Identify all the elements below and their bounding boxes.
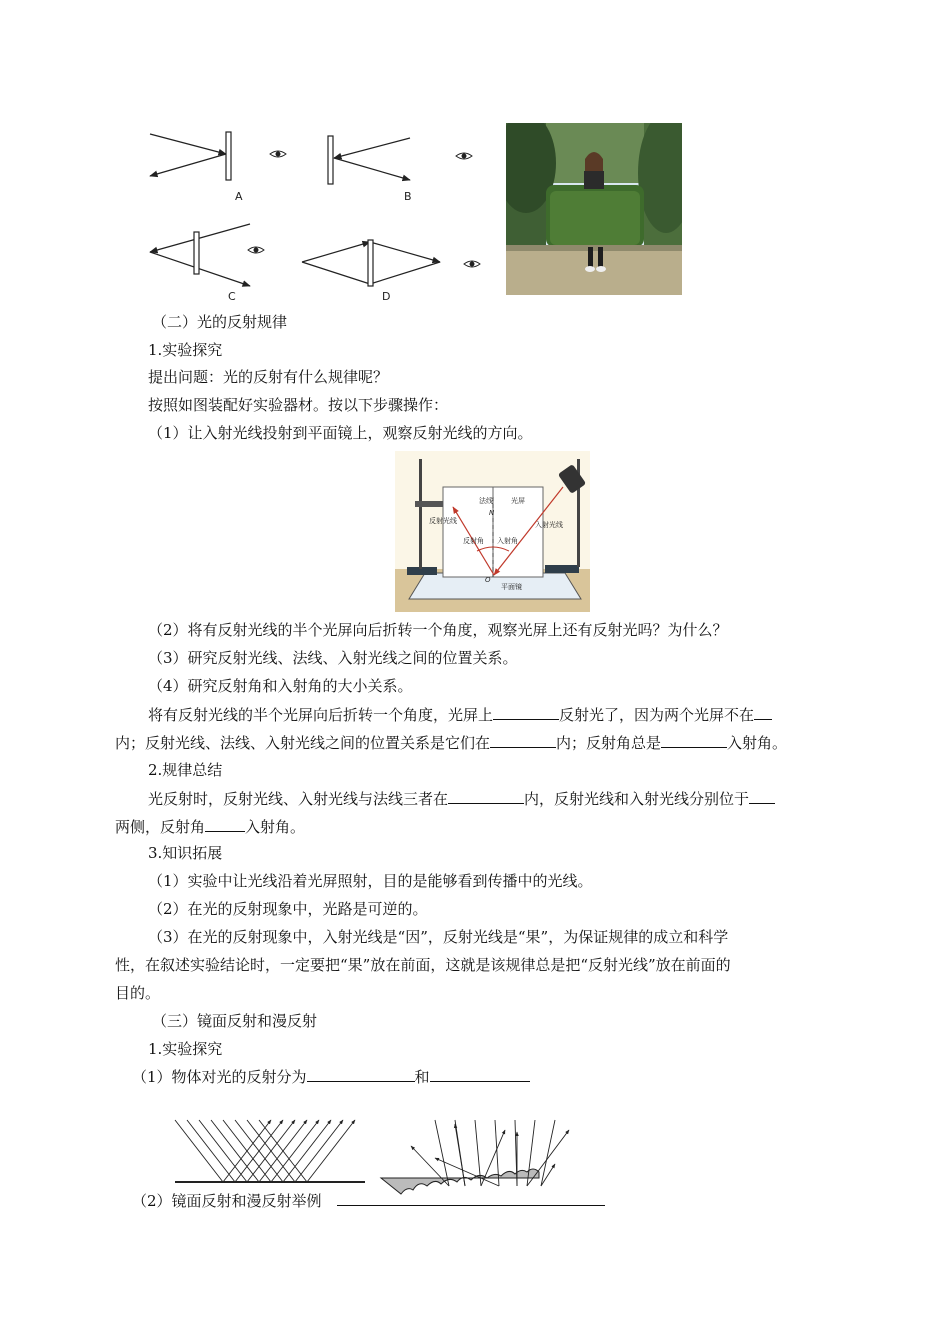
eye-icon <box>464 261 480 267</box>
section3-heading: （三）镜面反射和漫反射 <box>152 1012 318 1030</box>
diffuse-reflection <box>381 1120 569 1194</box>
section3-sub1: 1.实验探究 <box>148 1040 223 1058</box>
blank-field[interactable] <box>493 704 559 720</box>
section2-step2: （2）将有反射光线的半个光屏向后折转一个角度，观察光屏上还有反射光吗？为什么？ <box>148 621 728 639</box>
diagram-d <box>302 240 480 303</box>
section2-step3: （3）研究反射光线、法线、入射光线之间的位置关系。 <box>148 649 518 667</box>
section2-ext2: （2）在光的反射现象中，光路是可逆的。 <box>148 900 428 918</box>
mirror-ray-diagrams <box>140 120 500 310</box>
blank-field[interactable] <box>749 788 775 804</box>
label-mirror: 平面镜 <box>501 583 522 591</box>
diagram-c <box>150 224 264 303</box>
label-d: D <box>382 290 391 303</box>
label-incident-angle: 入射角 <box>497 537 518 545</box>
eye-icon <box>270 151 286 157</box>
law-line2: 两侧，反射角 入射角。 <box>115 818 306 836</box>
law-line1: 光反射时，反射光线、入射光线与法线三者在 内，反射光线和入射光线分别位于 <box>148 788 775 809</box>
eye-icon <box>456 153 472 159</box>
blank-field[interactable] <box>661 732 727 748</box>
section3-q1: （1）物体对光的反射分为 和 <box>132 1066 530 1087</box>
section2-ext3-line3: 目的。 <box>115 984 161 1002</box>
fill-in-paragraph-line1: 将有反射光线的半个光屏向后折转一个角度，光屏上 反射光了，因为两个光屏不在 <box>148 704 772 725</box>
blank-field[interactable] <box>448 788 524 804</box>
section2-ext1: （1）实验中让光线沿着光屏照射，目的是能够看到传播中的光线。 <box>148 872 593 890</box>
blank-field[interactable] <box>337 1190 605 1206</box>
blank-field[interactable] <box>307 1066 415 1082</box>
label-c: C <box>228 290 236 303</box>
specular-diffuse-diagrams <box>165 1110 585 1200</box>
section2-instruction: 按照如图装配好实验器材。按以下步骤操作： <box>148 396 449 414</box>
hedge-photo <box>506 123 682 295</box>
label-reflect-angle: 反射角 <box>463 537 484 545</box>
section2-question: 提出问题：光的反射有什么规律呢？ <box>148 368 389 386</box>
label-origin: O <box>485 576 491 584</box>
blank-field[interactable] <box>490 732 556 748</box>
fill-in-paragraph-line2: 内；反射光线、法线、入射光线之间的位置关系是它们在 内；反射角总是 入射角。 <box>115 734 788 752</box>
label-screen: 光屏 <box>511 497 525 505</box>
label-normal: 法线 <box>479 497 493 505</box>
section2-step1: （1）让入射光线投射到平面镜上，观察反射光线的方向。 <box>148 424 533 442</box>
eye-icon <box>248 247 264 253</box>
reflection-apparatus <box>395 451 590 612</box>
section2-heading: （二）光的反射规律 <box>152 313 288 331</box>
specular-reflection <box>175 1120 365 1182</box>
label-a: A <box>235 190 243 203</box>
diagram-b <box>328 136 472 203</box>
blank-field[interactable] <box>205 816 245 832</box>
label-reflected-ray: 反射光线 <box>429 517 457 525</box>
diagram-a <box>150 132 286 203</box>
blank-field[interactable] <box>754 704 772 720</box>
label-b: B <box>404 190 412 203</box>
label-n: N <box>489 509 495 517</box>
section2-sub2: 2.规律总结 <box>148 761 223 779</box>
section2-sub3: 3.知识拓展 <box>148 844 223 862</box>
section3-q2: （2）镜面反射和漫反射举例 <box>132 1190 605 1211</box>
section2-step4: （4）研究反射角和入射角的大小关系。 <box>148 677 413 695</box>
section2-ext3-line2: 性，在叙述实验结论时，一定要把“果”放在前面，这就是该规律总是把“反射光线”放在前面的 <box>115 956 731 974</box>
section2-ext3-line1: （3）在光的反射现象中，入射光线是“因”，反射光线是“果”，为保证规律的成立和科学 <box>148 928 729 946</box>
section2-sub1: 1.实验探究 <box>148 341 223 359</box>
blank-field[interactable] <box>430 1066 530 1082</box>
label-incident-ray: 入射光线 <box>535 521 563 529</box>
